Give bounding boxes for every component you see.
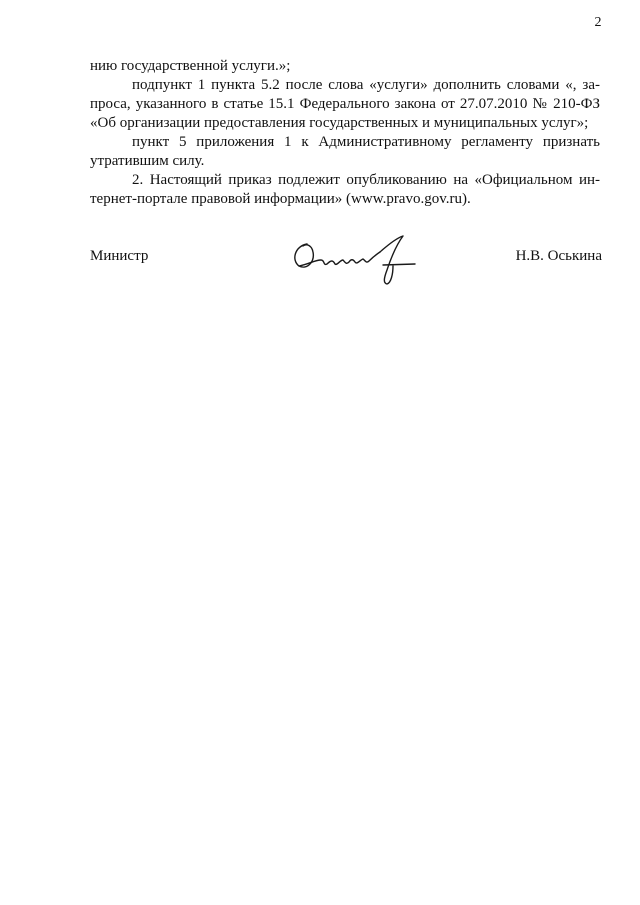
paragraph-line: «Об организации предоставления государственных и муниципальных услуг»; — [90, 115, 589, 131]
paragraph-line: подпункт 1 пункта 5.2 после слова «услуги» дополнить словами «, за- — [132, 77, 600, 93]
paragraph-line: 2. Настоящий приказ подлежит опубликованию на «Официальном ин- — [132, 172, 600, 188]
document-body — [90, 57, 600, 209]
signer-title: Министр — [90, 248, 149, 264]
signature-block — [90, 230, 602, 290]
page-number: 2 — [594, 15, 602, 30]
paragraph-line: нию государственной услуги.»; — [90, 58, 291, 74]
paragraph-line: утратившим силу. — [90, 153, 205, 169]
handwritten-signature — [285, 230, 435, 288]
signer-name: Н.В. Оськина — [515, 248, 602, 264]
paragraph-line: проса, указанного в статье 15.1 Федерального закона от 27.07.2010 № 210-ФЗ — [90, 96, 600, 112]
paragraph-line: пункт 5 приложения 1 к Административному регламенту признать — [132, 134, 600, 150]
paragraph-line: тернет-портале правовой информации» (www.pravo.gov.ru). — [90, 191, 471, 207]
